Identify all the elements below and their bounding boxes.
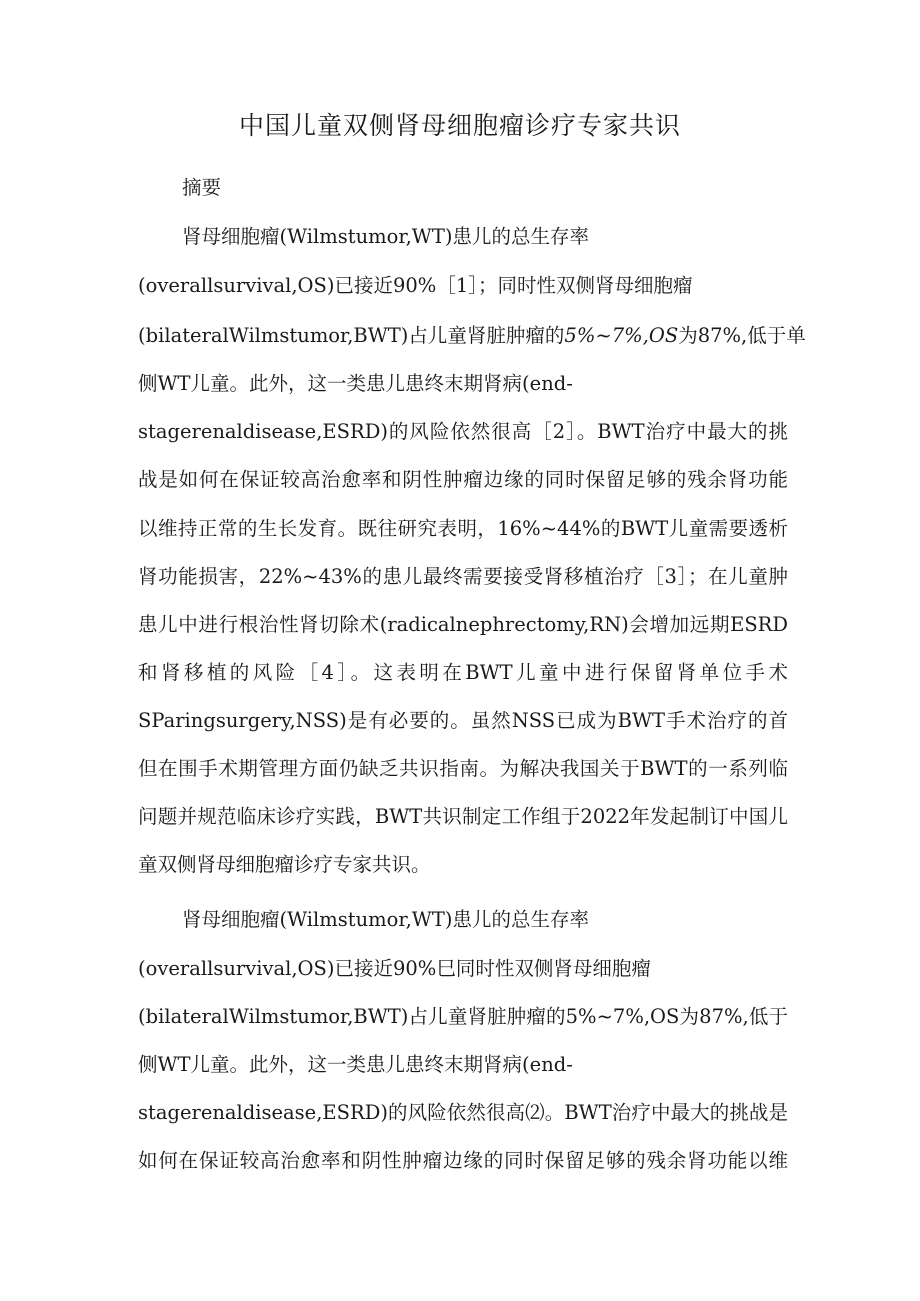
- paragraph-1-line-3-italic: 5%~7%,OS: [564, 324, 679, 347]
- paragraph-2-line-2: (overallsurvival,OS)已接近90%巳同时性双侧肾母细胞瘤: [138, 957, 651, 980]
- paragraph-1-line-11: SParingsurgery,NSS)是有必要的。虽然NSS已成为BWT手术治疗的首: [138, 709, 788, 732]
- paragraph-1-line-1: 肾母细胞瘤(Wilmstumor,WT)患儿的总生存率: [182, 225, 589, 248]
- paragraph-1-line-2: (overallsurvival,OS)已接近90%［1］；同时性双侧肾母细胞瘤: [138, 274, 693, 297]
- paragraph-1-line-13: 问题并规范临床诊疗实践，BWT共识制定工作组于2022年发起制订中国儿: [138, 805, 788, 828]
- paragraph-1-line-3-part-a: (bilateralWilmstumor,BWT)占儿童肾脏肿瘤的: [138, 324, 565, 347]
- paragraph-1-line-4: 侧WT儿童。此外，这一类患儿患终末期肾病(end-: [138, 372, 573, 395]
- paragraph-1-line-3: [138, 320, 806, 352]
- paragraph-1-line-8: 肾功能损害，22%~43%的患儿最终需要接受肾移植治疗［3］；在儿童肿: [138, 565, 788, 588]
- abstract-heading: 摘要: [182, 176, 222, 199]
- paragraph-1-line-5: stagerenaldisease,ESRD)的风险依然很高［2］。BWT治疗中最大的挑: [138, 420, 788, 443]
- paragraph-1-line-6: 战是如何在保证较高治愈率和阴性肿瘤边缘的同时保留足够的残余肾功能: [138, 468, 788, 491]
- paragraph-2-line-5: stagerenaldisease,ESRD)的风险依然很高⑵。BWT治疗中最大的挑战是: [138, 1101, 788, 1124]
- paragraph-2-line-6: 如何在保证较高治愈率和阴性肿瘤边缘的同时保留足够的残余肾功能以维: [138, 1149, 788, 1172]
- paragraph-2-line-4: 侧WT儿童。此外，这一类患儿患终末期肾病(end-: [138, 1053, 573, 1076]
- paragraph-1-line-14: 童双侧肾母细胞瘤诊疗专家共识。: [138, 853, 431, 876]
- paragraph-1-line-7: 以维持正常的生长发育。既往研究表明，16%~44%的BWT儿童需要透析: [138, 517, 788, 540]
- paragraph-1-line-12: 但在围手术期管理方面仍缺乏共识指南。为解决我国关于BWT的一系列临: [138, 757, 788, 780]
- paragraph-1-line-3-part-c: 为87%,低于单: [678, 324, 806, 347]
- paragraph-1-line-10: 和肾移植的风险［4］。这表明在BWT儿童中进行保留肾单位手术: [138, 661, 788, 684]
- document-title: 中国儿童双侧肾母细胞瘤诊疗专家共识: [238, 111, 681, 140]
- paragraph-1-line-9: 患儿中进行根治性肾切除术(radicalnephrectomy,RN)会增加远期ESRD: [138, 613, 788, 636]
- paragraph-2-line-1: 肾母细胞瘤(Wilmstumor,WT)患儿的总生存率: [182, 908, 589, 931]
- paragraph-2-line-3: (bilateralWilmstumor,BWT)占儿童肾脏肿瘤的5%~7%,OS为87%,低于: [138, 1005, 788, 1028]
